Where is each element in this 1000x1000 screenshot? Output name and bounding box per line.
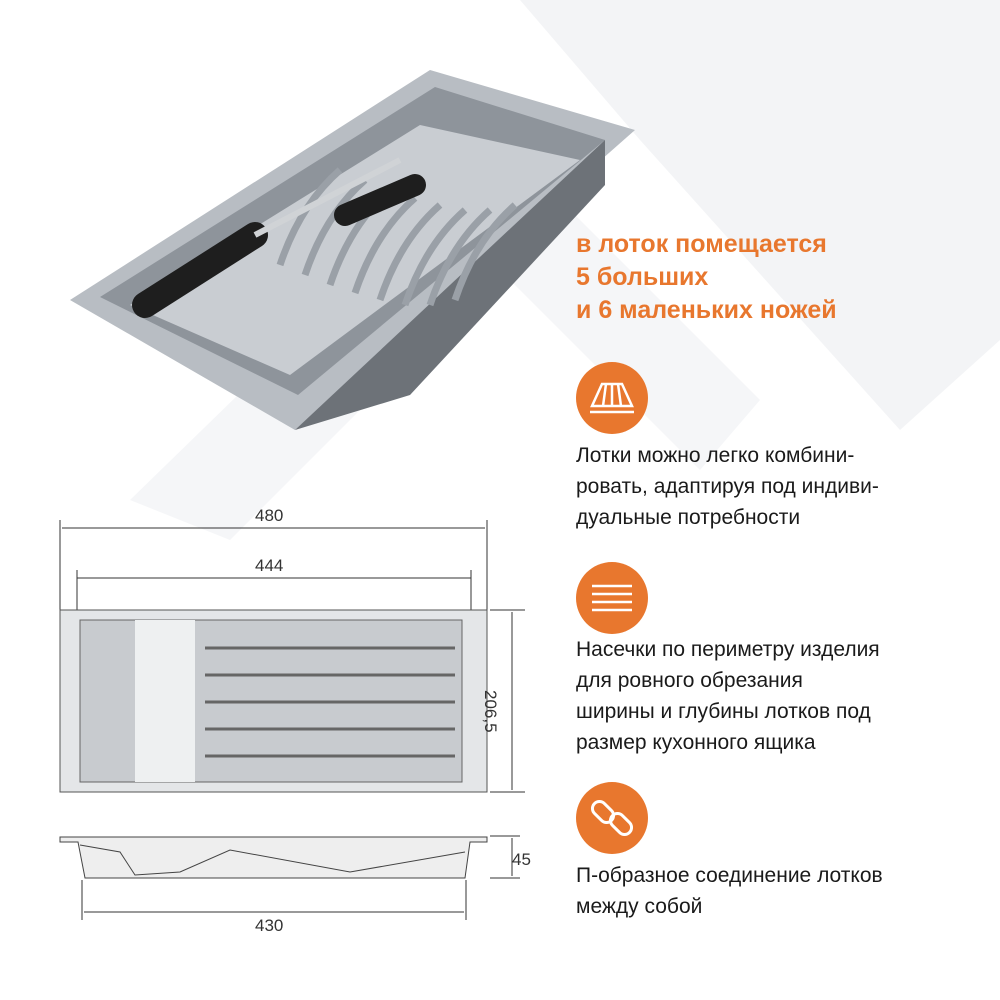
lines-icon bbox=[576, 562, 648, 634]
tray-icon bbox=[576, 362, 648, 434]
dimension-bottom-length: 430 bbox=[255, 916, 284, 935]
headline bbox=[576, 228, 837, 327]
dimension-inner-length: 444 bbox=[255, 556, 284, 575]
feature-notches-text: Насечки по периметру изделия для ровного обрезания ширины и глубины лотков под размер кухонного ящика bbox=[576, 638, 880, 754]
dimension-width: 206,5 bbox=[481, 690, 500, 733]
feature-combine-text: Лотки можно легко комбини- ровать, адаптируя под индиви- дуальные потребности bbox=[576, 444, 879, 529]
feature-connection-text: П-образное соединение лотков между собой bbox=[576, 864, 883, 918]
dimension-total-length: 480 bbox=[255, 506, 284, 525]
headline-line-2: 5 больших bbox=[576, 263, 709, 291]
headline-line-3: и 6 маленьких ножей bbox=[576, 296, 837, 324]
link-icon bbox=[576, 782, 648, 854]
dimension-height: 45 bbox=[512, 850, 531, 869]
product-tray-image bbox=[60, 65, 640, 435]
headline-line-1: в лоток помещается bbox=[576, 230, 827, 258]
